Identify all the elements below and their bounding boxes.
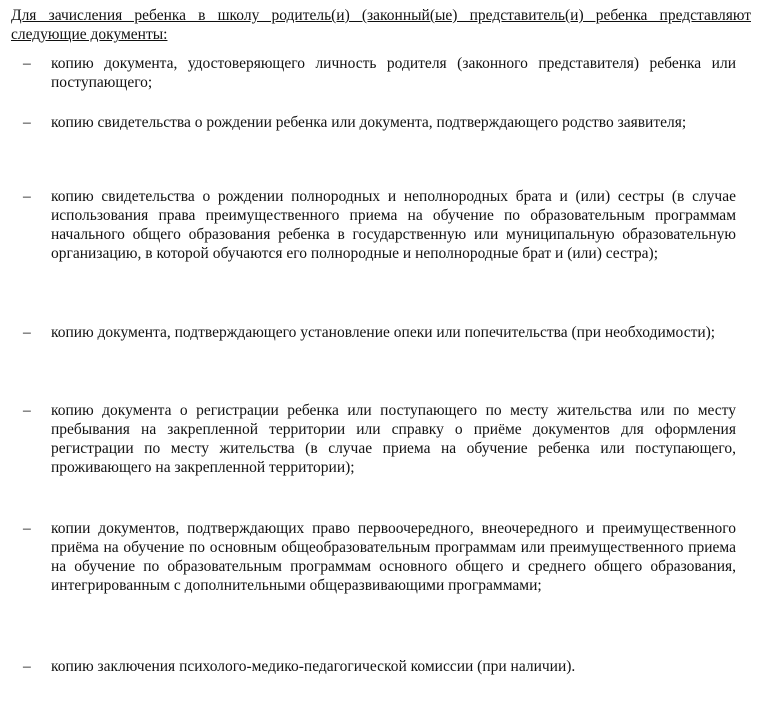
- list-item-text: копию документа, подтверждающего установление опеки или попечительства (при необходимости);: [51, 324, 716, 341]
- list-item-text: копию свидетельства о рождении ребенка или документа, подтверждающего родство заявителя;: [51, 114, 687, 131]
- document-intro: Для зачисления ребенка в школу родитель(и) (законный(ые) представитель(и) ребенка представляют следующие документы:: [11, 7, 751, 43]
- bullet-dash: –: [23, 114, 31, 131]
- bullet-dash: –: [23, 55, 31, 72]
- bullet-dash: –: [23, 188, 31, 205]
- bullet-dash: –: [23, 520, 31, 537]
- list-item-text: копии документов, подтверждающих право первоочередного, внеочередного и преимущественного приёма на обучение по основным общеобразовательным программам или преимущественного приема на обучение по образовательным программам основного общего и среднего общего образования, интегрированным с дополнительными общеразвивающими программами;: [51, 520, 736, 594]
- list-item-text: копию документа, удостоверяющего личность родителя (законного представителя) ребенка или поступающего;: [51, 55, 736, 91]
- bullet-dash: –: [23, 402, 31, 419]
- list-item-text: копию заключения психолого-медико-педагогической комиссии (при наличии).: [51, 658, 576, 675]
- bullet-dash: –: [23, 324, 31, 341]
- list-item-text: копию документа о регистрации ребенка или поступающего по месту жительства или по месту пребывания на закрепленной территории или справку о приёме документов для оформления регистрации по месту жительства (в случае приема на обучение ребенка или поступающего, проживающего на закрепленной территории);: [51, 402, 736, 476]
- bullet-dash: –: [23, 658, 31, 675]
- list-item-text: копию свидетельства о рождении полнородных и неполнородных брата и (или) сестры (в случае использования права преимущественного приема на обучение по образовательным программам начального общего образования ребенка в государственную или муниципальную образовательную организацию, в которой обучаются его полнородные и неполнородные брат и (или) сестра);: [51, 188, 736, 262]
